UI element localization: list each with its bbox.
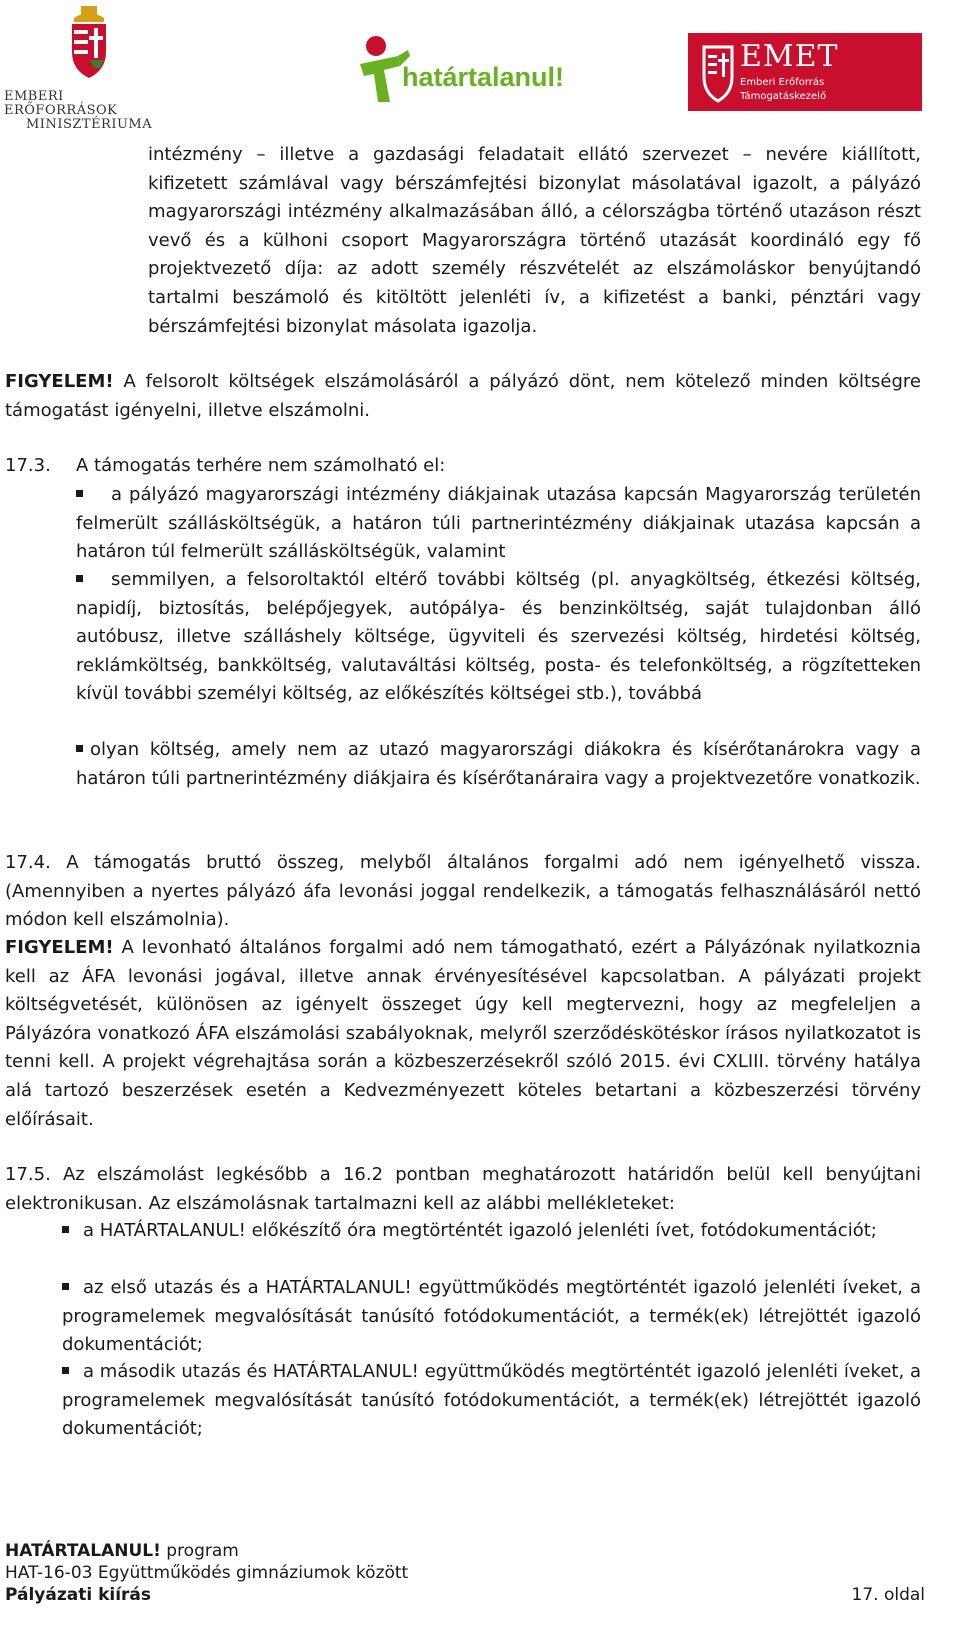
warning-paragraph-1 <box>5 368 921 425</box>
list-item <box>62 1358 921 1444</box>
footer-doc-title: Pályázati kiírás <box>5 1585 152 1605</box>
section-title: A támogatás terhére nem számolható el: <box>76 455 446 476</box>
bullet-square-icon <box>62 1367 69 1374</box>
section-17-3-heading <box>5 452 921 481</box>
section-17-4-paragraph: 17.4. A támogatás bruttó összeg, melyből általános forgalmi adó nem igényelhető vissza. (Amennyiben a nyertes pályázó áfa levonási joggal rendelkezik, a támogatás felhasználásáról nettó módon kell elszámolnia). <box>5 852 921 931</box>
list-item-text: a HATÁRTALANUL! előkészítő óra megtörténtét igazoló jelenléti ívet, fotódokumentációt; <box>83 1220 877 1241</box>
warning-paragraph-2 <box>5 934 921 1134</box>
cost-item-paragraph: intézmény – illetve a gazdasági feladatait ellátó szervezet – nevére kiállított, kifizetett számlával vagy bérszámfejtési bizonylat másolatával igazolt, a pályázó magyarországi intézmény alkalmazásában álló, a célországba történő utazáson részt vevő és a külhoni csoport Magyarországra történő utazását koordináló egy fő projektvezető díja: az adott személy részvételét az elszámoláskor benyújtandó tartalmi beszámoló és kitöltött jelenléti ív, a kifizetést a banki, pénztári vagy bérszámfejtési bizonylat másolata igazolja. <box>148 144 921 337</box>
list-item <box>76 481 921 567</box>
bullet-square-icon <box>76 490 83 497</box>
warning-label: FIGYELEM! <box>5 937 114 958</box>
list-item <box>62 1217 921 1246</box>
warning-text: A levonható általános forgalmi adó nem támogatható, ezért a Pályázónak nyilatkoznia kell az ÁFA levonási jogával, illetve annak érvényesítésével kapcsolatban. A pályázati projekt költségvetését, különösen az igényelt összeget úgy kell megtervezni, hogy az megfeleljen a Pályázóra vonatkozó ÁFA elszámolási szabályoknak, melyről szerződéskötéskor írásos nyilatkozatot is tenni kell. A projekt végrehajtása során a közbeszerzésekről szóló 2015. évi CXLIII. törvény hatálya alá tartozó beszerzések esetén a Kedvezményezett köteles betartani a közbeszerzési törvény előírásait. <box>5 937 921 1130</box>
emet-subtitle-line1: Emberi Erőforrás <box>740 77 825 88</box>
list-item <box>76 736 921 793</box>
page-header <box>0 0 960 132</box>
ministry-logo <box>4 4 174 132</box>
warning-label: FIGYELEM! <box>5 371 114 392</box>
section-17-5-paragraph: 17.5. Az elszámolást legkésőbb a 16.2 pontban meghatározott határidőn belül kell benyújtani elektronikusan. Az elszámolásnak tartalmazni kell az alábbi mellékleteket: <box>5 1164 921 1214</box>
emet-logo <box>688 33 922 111</box>
ministry-name-line1: EMBERI ERŐFORRÁSOK <box>4 89 118 118</box>
list-item-text: a pályázó magyarországi intézmény diákjainak utazása kapcsán Magyarország területén felmerült szállásköltségük, a határon túli partnerintézmény diákjainak utazása kapcsán a határon túl felmerült szállásköltségük, valamint <box>76 484 921 563</box>
emet-crest-icon <box>698 37 738 107</box>
footer-program <box>5 1540 925 1562</box>
warning-text: A felsorolt költségek elszámolásáról a pályázó dönt, nem kötelező minden költségre támogatást igényelni, illetve elszámolni. <box>5 371 921 421</box>
coat-of-arms-icon <box>4 4 174 84</box>
list-item <box>62 1274 921 1360</box>
footer-program-suffix: program <box>160 1541 239 1561</box>
ministry-name-line2: MINISZTÉRIUMA <box>26 117 153 132</box>
list-item-text: a második utazás és HATÁRTALANUL! együttműködés megtörténtét igazoló jelenléti íveket, a programelemek megvalósítását tanúsító fotódokumentációt, a termék(ek) létrejöttét igazoló dokumentációt; <box>62 1361 921 1440</box>
bullet-square-icon <box>76 575 83 582</box>
bullet-square-icon <box>62 1226 69 1233</box>
section-number: 17.3. <box>5 455 51 476</box>
footer-code: HAT-16-03 Együttműködés gimnáziumok között <box>5 1563 409 1583</box>
bullet-square-icon <box>76 745 83 752</box>
hatartalanul-wordmark: határtalanul! <box>402 62 565 92</box>
emet-subtitle-line2: Támogatáskezelő <box>740 91 827 102</box>
list-item-text: az első utazás és a HATÁRTALANUL! együttműködés megtörténtét igazoló jelenléti íveket, a programelemek megvalósítását tanúsító fotódokumentációt, a termék(ek) létrejöttét igazoló dokumentációt; <box>62 1277 921 1356</box>
list-item-text: olyan költség, amely nem az utazó magyarországi diákokra és kísérőtanárokra vagy a határon túli partnerintézmény diákjaira és kísérőtanáraira vagy a projektvezetőre vonatkozik. <box>76 739 921 789</box>
bullet-square-icon <box>62 1283 69 1290</box>
list-item-text: semmilyen, a felsoroltaktól eltérő további költség (pl. anyagköltség, étkezési költség, napidíj, biztosítás, belépőjegyek, autópálya- és benzinköltség, saját tulajdonban álló autóbusz, illetve szálláshely költsége, ügyviteli és szervezési költség, hirdetési költség, reklámköltség, bankköltség, valutaváltási költség, posta- és telefonköltség, a rögzítetteken kívül további személyi költség, az előkészítés költségei stb.), továbbá <box>76 569 921 705</box>
page-number: 17. oldal <box>851 1585 925 1605</box>
hatartalanul-logo <box>346 26 576 114</box>
page-footer <box>5 1540 925 1606</box>
emet-title: EMET <box>740 39 839 74</box>
list-item <box>76 566 921 709</box>
footer-program-name: HATÁRTALANUL! <box>5 1541 161 1561</box>
